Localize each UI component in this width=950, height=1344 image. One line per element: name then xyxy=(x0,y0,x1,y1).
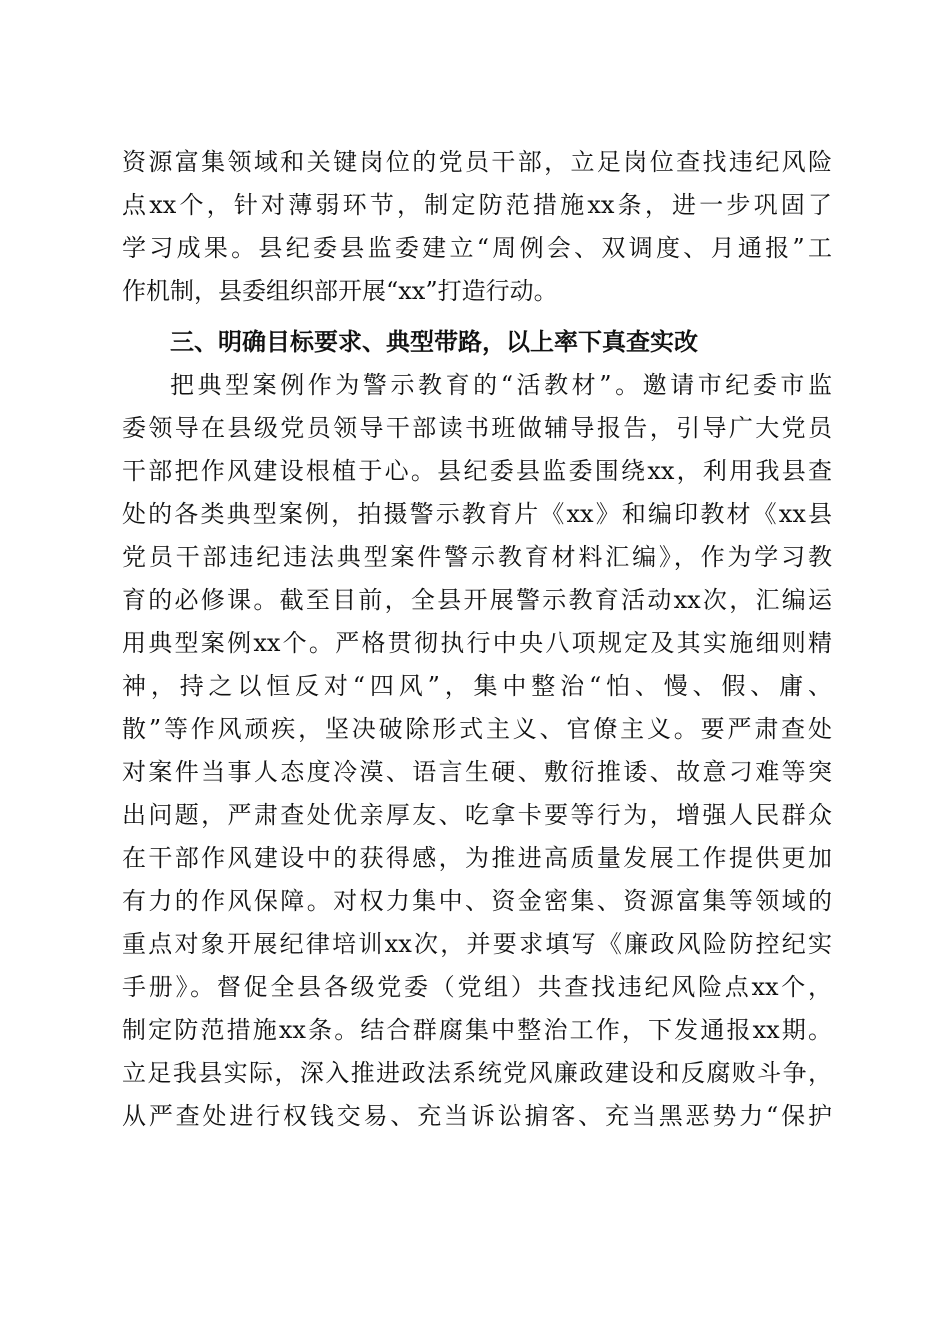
paragraph-line: 手册》。督促全县各级党委（党组）共查找违纪风险点xx个， xyxy=(122,973,832,1001)
paragraph-line: 资源富集领域和关键岗位的党员干部，立足岗位查找违纪风险 xyxy=(122,148,832,176)
paragraph-line: 出问题，严肃查处优亲厚友、吃拿卡要等行为，增强人民群众 xyxy=(122,801,832,829)
paragraph-line: 党员干部违纪违法典型案件警示教育材料汇编》，作为学习教 xyxy=(122,543,832,571)
paragraph-line: 委领导在县级党员领导干部读书班做辅导报告，引导广大党员 xyxy=(122,414,832,442)
paragraph-line: 从严查处进行权钱交易、充当诉讼掮客、充当黑恶势力“保护 xyxy=(122,1102,832,1130)
paragraph-line: 对案件当事人态度冷漠、语言生硬、敷衍推诿、故意刁难等突 xyxy=(122,758,832,786)
paragraph-line: 重点对象开展纪律培训xx次，并要求填写《廉政风险防控纪实 xyxy=(122,930,832,958)
paragraph-line: 在干部作风建设中的获得感，为推进高质量发展工作提供更加 xyxy=(122,844,832,872)
paragraph-line: 处的各类典型案例，拍摄警示教育片《xx》和编印教材《xx县 xyxy=(122,500,832,528)
paragraph-line: 立足我县实际，深入推进政法系统党风廉政建设和反腐败斗争， xyxy=(122,1059,832,1087)
paragraph-line: 作机制，县委组织部开展“xx”打造行动。 xyxy=(122,277,558,305)
section-heading: 三、明确目标要求、典型带路，以上率下真查实改 xyxy=(170,328,698,356)
paragraph-line: 点xx个，针对薄弱环节，制定防范措施xx条，进一步巩固了 xyxy=(122,191,832,219)
paragraph-line: 育的必修课。截至目前，全县开展警示教育活动xx次，汇编运 xyxy=(122,586,832,614)
paragraph-line: 有力的作风保障。对权力集中、资金密集、资源富集等领域的 xyxy=(122,887,832,915)
paragraph-line: 制定防范措施xx条。结合群腐集中整治工作，下发通报xx期。 xyxy=(122,1016,832,1044)
paragraph-line: 学习成果。县纪委县监委建立“周例会、双调度、月通报”工 xyxy=(122,234,832,262)
paragraph-line: 干部把作风建设根植于心。县纪委县监委围绕xx，利用我县查 xyxy=(122,457,832,485)
paragraph-line: 用典型案例xx个。严格贯彻执行中央八项规定及其实施细则精 xyxy=(122,629,832,657)
paragraph-line: 散”等作风顽疾，坚决破除形式主义、官僚主义。要严肃查处 xyxy=(122,715,832,743)
paragraph-line: 神，持之以恒反对“四风”，集中整治“怕、慢、假、庸、 xyxy=(122,672,832,700)
paragraph-line: 把典型案例作为警示教育的“活教材”。邀请市纪委市监 xyxy=(170,371,832,399)
